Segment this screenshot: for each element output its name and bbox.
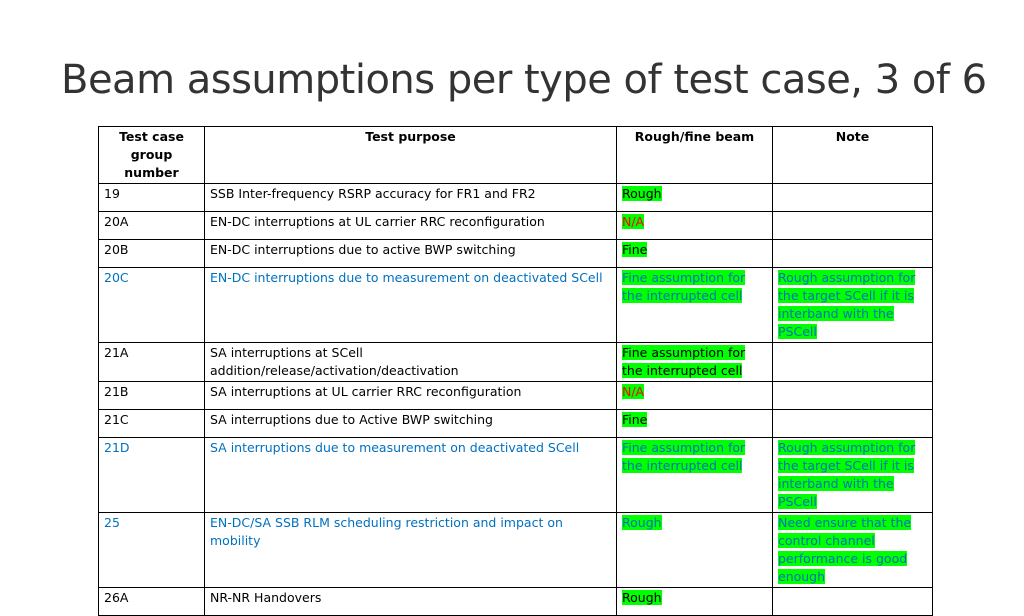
cell-beam <box>617 382 773 410</box>
cell-beam <box>617 588 773 616</box>
slide-title: Beam assumptions per type of test case, 3 of 6 <box>61 57 987 103</box>
cell-beam <box>617 410 773 438</box>
cell-group: 21D <box>99 438 205 513</box>
cell-beam <box>617 184 773 212</box>
beam-value: Fine assumption for the interrupted cell <box>622 345 746 378</box>
cell-note <box>773 382 933 410</box>
cell-group: 20A <box>99 212 205 240</box>
header-note: Note <box>773 127 933 184</box>
cell-note <box>773 212 933 240</box>
cell-beam <box>617 212 773 240</box>
beam-value: N/A <box>622 214 645 229</box>
cell-beam <box>617 240 773 268</box>
table-row <box>99 382 933 410</box>
note-value: Rough assumption for the target SCell if it is interband with the PSCell <box>778 270 916 339</box>
beam-value: Rough <box>622 515 662 530</box>
beam-value: Fine <box>622 412 648 427</box>
table-row <box>99 184 933 212</box>
cell-purpose: SA interruptions at UL carrier RRC reconfiguration <box>205 382 617 410</box>
table-row <box>99 438 933 513</box>
beam-value: Fine assumption for the interrupted cell <box>622 440 746 473</box>
cell-group: 26A <box>99 588 205 616</box>
header-test-purpose: Test purpose <box>205 127 617 184</box>
cell-group: 20C <box>99 268 205 343</box>
cell-group: 19 <box>99 184 205 212</box>
cell-beam <box>617 343 773 382</box>
cell-group: 21A <box>99 343 205 382</box>
cell-note <box>773 184 933 212</box>
cell-note <box>773 513 933 588</box>
table-header-row <box>99 127 933 184</box>
note-value: Rough assumption for the target SCell if it is interband with the PSCell <box>778 440 916 509</box>
table-row <box>99 513 933 588</box>
cell-note <box>773 268 933 343</box>
cell-group: 21C <box>99 410 205 438</box>
cell-purpose: SSB Inter-frequency RSRP accuracy for FR1 and FR2 <box>205 184 617 212</box>
cell-note <box>773 343 933 382</box>
cell-purpose: NR-NR Handovers <box>205 588 617 616</box>
beam-value: Fine <box>622 242 648 257</box>
cell-group: 25 <box>99 513 205 588</box>
beam-value: Rough <box>622 590 662 605</box>
header-beam: Rough/fine beam <box>617 127 773 184</box>
test-case-table <box>98 126 933 616</box>
cell-group: 20B <box>99 240 205 268</box>
cell-purpose: SA interruptions due to Active BWP switching <box>205 410 617 438</box>
cell-purpose: EN-DC interruptions due to active BWP switching <box>205 240 617 268</box>
cell-note <box>773 438 933 513</box>
table-row <box>99 410 933 438</box>
table-row <box>99 240 933 268</box>
cell-note <box>773 240 933 268</box>
table-row <box>99 343 933 382</box>
cell-purpose: SA interruptions at SCell addition/release/activation/deactivation <box>205 343 617 382</box>
cell-beam <box>617 438 773 513</box>
table-row <box>99 588 933 616</box>
cell-note <box>773 588 933 616</box>
cell-purpose: EN-DC interruptions due to measurement on deactivated SCell <box>205 268 617 343</box>
beam-value: Fine assumption for the interrupted cell <box>622 270 746 303</box>
cell-purpose: EN-DC/SA SSB RLM scheduling restriction and impact on mobility <box>205 513 617 588</box>
cell-group: 21B <box>99 382 205 410</box>
cell-purpose: SA interruptions due to measurement on deactivated SCell <box>205 438 617 513</box>
note-value: Need ensure that the control channel performance is good enough <box>778 515 912 584</box>
beam-value: N/A <box>622 384 645 399</box>
cell-beam <box>617 513 773 588</box>
cell-beam <box>617 268 773 343</box>
cell-purpose: EN-DC interruptions at UL carrier RRC reconfiguration <box>205 212 617 240</box>
table-row <box>99 268 933 343</box>
table-row <box>99 212 933 240</box>
beam-value: Rough <box>622 186 662 201</box>
cell-note <box>773 410 933 438</box>
header-group-number: Test case group number <box>99 127 205 184</box>
